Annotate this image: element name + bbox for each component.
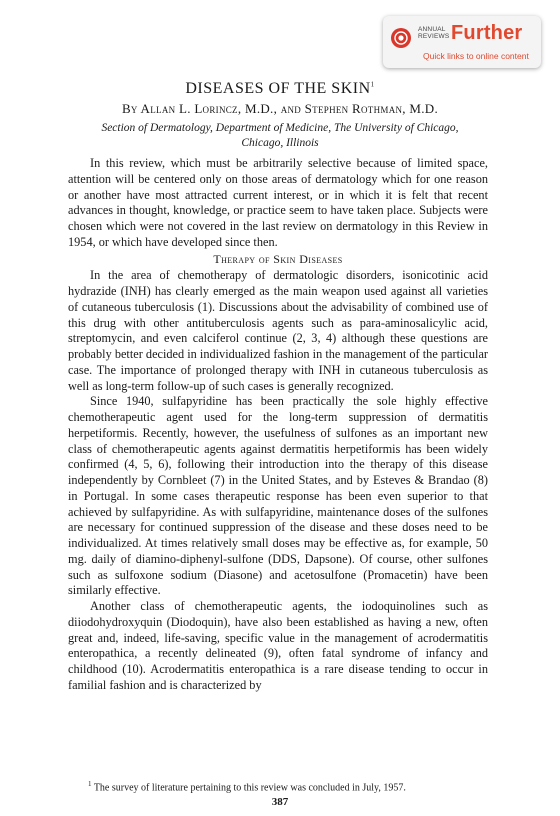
footnote-marker: 1 (88, 780, 92, 788)
annual-reviews-further-badge[interactable] (383, 16, 541, 68)
footnote (88, 780, 406, 793)
paragraph-acrodermatitis: Another class of chemotherapeutic agents, the iodoquinolines such as diiodohydroxyquin (Diodoquin), have also been established as having a new, often great and, indeed, life-saving, specific value in the management of acrodermatitis enteropathica, a recently delineated (9), often fatal syndrome of infancy and childhood (10). Acrodermatitis enteropathica is a rare disease tending to occur in familial fashion and is characterized by (68, 599, 488, 692)
paragraph-tuberculosis: In the area of chemotherapy of dermatologic disorders, isonicotinic acid hydrazide (INH) has clearly emerged as the main weapon used against all varieties of cutaneous tuberculosis (1). Discussions about the advisability of combined use of this drug with other antituberculosis agents such as para-aminosalicylic acid, streptomycin, and even calciferol continue (2, 3, 4) although these questions are probably better decided in individualized fashion in the management of the particular case. The importance of prolonged therapy with INH in cutaneous tuberculosis as well as long-term follow-up of such cases is generally recognized. (68, 268, 488, 393)
author-byline: By Allan L. Lorincz, M.D., and Stephen Rothman, M.D. (121, 101, 439, 116)
affiliation-line-2: Chicago, Illinois (241, 137, 319, 149)
intro-paragraph: In this review, which must be arbitrarily selective because of limited space, attention will be centered only on those areas of dermatology which for one reason or another have most attracted current interest, or in which it is felt that recent advances in thought, knowledge, or practice seem to have taken place. Subjects were chosen which were not covered in the last review on dermatology in this Review in 1954, or which have developed since then. (68, 156, 488, 249)
page-number: 387 (271, 796, 289, 808)
badge-subtitle: Quick links to online content (423, 51, 529, 61)
title-footnote-marker: 1 (370, 80, 375, 89)
paragraph-dermatitis-herpetiformis: Since 1940, sulfapyridine has been practically the sole highly effective chemotherapeutic agent used for the long-term suppression of dermatitis herpetiformis. Recently, however, the usefulness of sulfones as an important new class of chemotherapeutic agents against dermatitis herpetiformis has been widely confirmed (4, 5, 6), following their introduction into the therapy of this disease independently by Cornbleet (7) in the United States, and by Esteves & Brandao (8) in Portugal. In some cases therapeutic response has been even superior to that achieved by sulfapyridine. As with sulfapyridine, maintenance doses of the sulfones are necessary for continued suppression of the disease and these doses need to be individualized. At times relatively small doses may be effective as, for example, 50 mg. daily of diamino-diphenyl-sulfone (DDS, Dapsone). Of course, other sulfones such as sulfoxone sodium (Diasone) and acetosulfone (Promacetin) have been similarly effective. (68, 394, 488, 598)
affiliation-line-1: Section of Dermatology, Department of Medicine, The University of Chicago, (101, 122, 459, 134)
section-heading: Therapy of Skin Diseases (213, 251, 343, 266)
badge-further-label: Further (451, 22, 523, 44)
article-title (0, 80, 560, 98)
badge-annual-reviews-label: ANNUAL REVIEWS (418, 26, 450, 40)
annual-reviews-logo-icon (391, 28, 411, 48)
article-body (68, 156, 488, 694)
footnote-text: The survey of literature pertaining to this review was concluded in July, 1957. (93, 782, 406, 794)
article-title-text: DISEASES OF THE SKIN (185, 80, 371, 97)
